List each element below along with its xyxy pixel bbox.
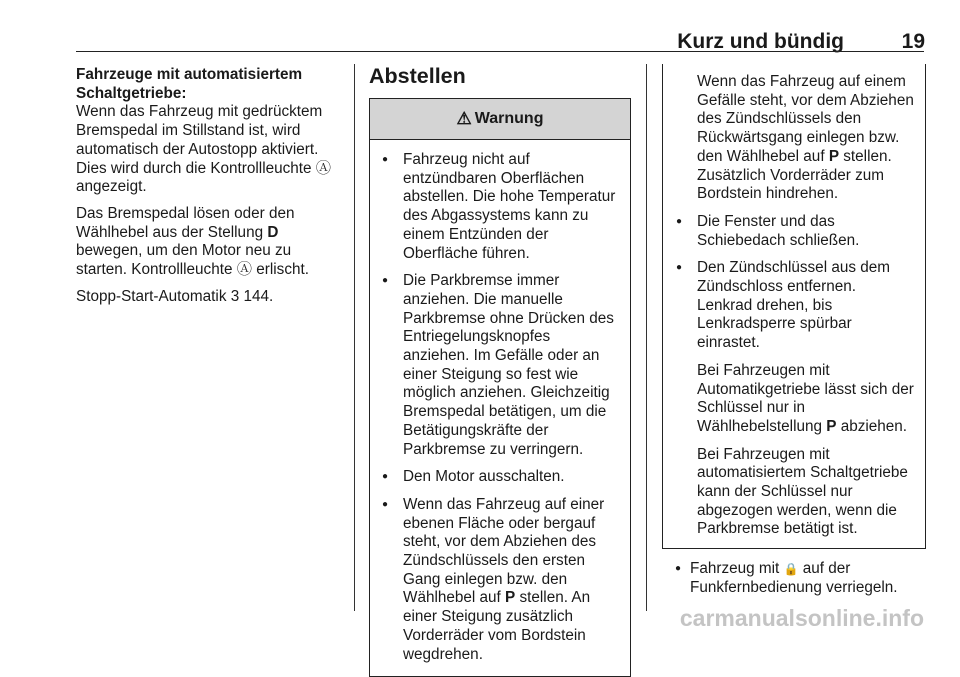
list-item: ● Den Motor ausschalten.	[377, 468, 620, 487]
text: Bei Fahrzeugen mit Automatikgetriebe lässt sich der Schlüssel nur in Wählhebelstellung	[697, 361, 914, 435]
text: Stopp-Start-Automatik	[76, 287, 227, 305]
text: Wenn das Fahrzeug auf einem Gefälle steht, vor dem Abziehen des Zündschlüssels den Rückwärtsgang einlegen bzw. den Wählhebel auf	[697, 73, 914, 165]
column-divider	[354, 64, 355, 611]
list-item: ● Die Fenster und das Schiebedach schließen.	[671, 213, 915, 250]
warning-body	[370, 140, 630, 676]
paragraph-autostop	[76, 103, 344, 197]
gear-d: D	[267, 223, 279, 241]
warning-box-continued	[662, 64, 926, 549]
header-title: Kurz und bündig	[677, 30, 844, 53]
list-item	[670, 560, 926, 597]
text: Das Bremspedal lösen oder den Wählhebel aus der Stellung	[76, 204, 295, 241]
column-left	[76, 66, 344, 314]
gear-p: P	[505, 589, 516, 607]
list-item	[671, 362, 915, 437]
text: auf der Funkfernbedienung verriegeln.	[690, 560, 898, 596]
subheading-automated-gearbox: Fahrzeuge mit automatisiertem Schaltgetriebe:	[76, 66, 303, 102]
text: bewegen, um den Motor neu zu starten. Kontrollleuchte	[76, 242, 292, 279]
after-box	[662, 560, 926, 597]
text: erlischt.	[256, 261, 309, 279]
warning-box	[369, 98, 631, 677]
text: Fahrzeug mit	[690, 560, 780, 578]
list-item	[377, 496, 620, 664]
text: Wenn das Fahrzeug auf einer ebenen Fläche oder bergauf steht, vor dem Abziehen des Zündschlüssels den ersten Gang einlegen bzw. den Wählhebel auf	[403, 495, 605, 607]
list-item	[671, 73, 915, 204]
warning-triangle-icon: ⚠	[456, 109, 472, 128]
watermark: carmanualsonline.info	[679, 605, 924, 631]
text: abziehen.	[840, 417, 908, 435]
list-item: ● Den Zündschlüssel aus dem Zündschloss entfernen. Lenkrad drehen, bis Lenkradsperre spürbar einrastet.	[671, 259, 915, 353]
column-right	[662, 64, 926, 607]
page-reference-link[interactable]: 3 144.	[230, 287, 274, 305]
list-item: ● Die Parkbremse immer anziehen. Die manuelle Parkbremse ohne Drücken des Entriegelungsknopfes anziehen. Im Gefälle oder an einer Steigung so fest wie möglich anziehen. Gleichzeitig Bremspedal betätigen, um die Betätigungskräfte der Parkbremse zu verringern.	[377, 272, 620, 459]
text: angezeigt.	[76, 178, 147, 196]
warning-title: Warnung	[474, 110, 544, 127]
paragraph-restart	[76, 205, 344, 280]
column-divider	[646, 64, 647, 611]
text: Wenn das Fahrzeug mit gedrücktem Bremspedal im Stillstand ist, wird automatisch der Autostopp aktiviert. Dies wird durch die Kontrollleuchte	[76, 103, 323, 177]
page-number: 19	[901, 30, 925, 53]
text: stellen. Zusätzlich Vorderräder zum Bordstein hindrehen.	[697, 147, 892, 203]
column-middle	[369, 64, 631, 677]
warning-header	[370, 99, 630, 140]
paragraph-cross-ref	[76, 288, 344, 307]
lock-icon: 🔒	[783, 562, 799, 577]
section-heading: Abstellen	[369, 64, 466, 88]
autostop-indicator-icon: Ⓐ	[315, 159, 332, 177]
gear-p: P	[828, 147, 840, 165]
gear-p: P	[826, 417, 837, 435]
list-item: ● Fahrzeug nicht auf entzündbaren Oberflächen abstellen. Die hohe Temperatur des Abgassystems kann zu einem Entzünden der Oberfläche führen.	[377, 151, 620, 263]
autostop-indicator-icon: Ⓐ	[236, 261, 253, 279]
list-item: Bei Fahrzeugen mit automatisiertem Schaltgetriebe kann der Schlüssel nur abgezogen werden, wenn die Parkbremse betätigt ist.	[697, 445, 908, 538]
header-rule	[76, 51, 924, 52]
text: stellen. An einer Steigung zusätzlich Vorderräder vom Bordstein wegdrehen.	[403, 589, 591, 663]
